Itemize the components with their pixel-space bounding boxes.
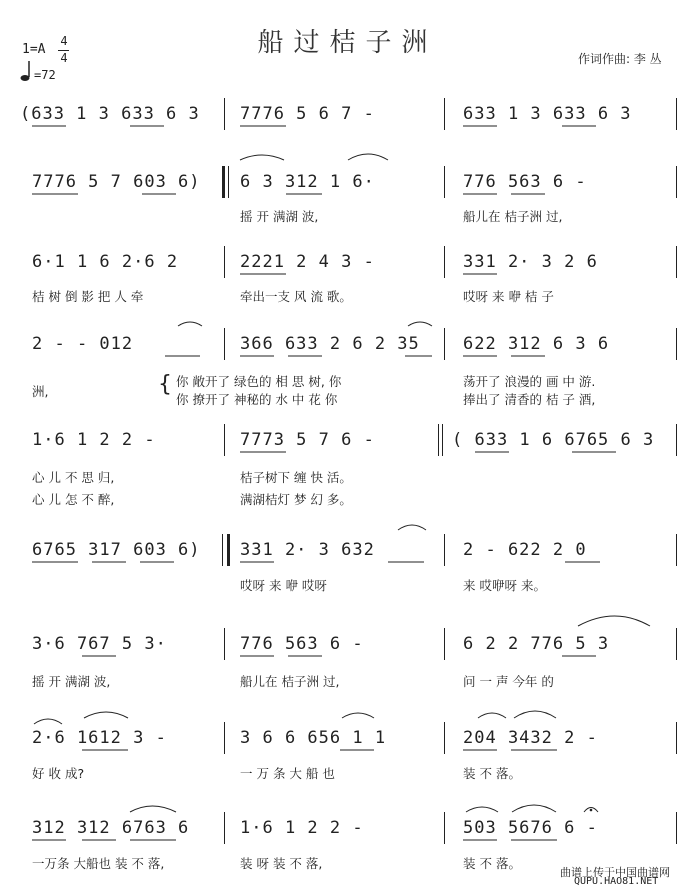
bar-line [676,328,677,360]
measure-group: 633 1 3 633 6 3 [463,104,632,124]
tempo-marking: =72 [34,68,56,82]
lyric-line: 装 呀 装 不 落, [240,856,323,871]
bar-line [676,166,677,198]
bar-line [224,246,225,278]
measure-group: 6 2 2 776 5 3 [463,634,610,654]
lyric-line: 荡开了 浪漫的 画 中 游. [463,374,596,389]
lyric-line: 摇 开 满湖 波, [32,674,111,689]
lyric-line: 满湖桔灯 梦 幻 多。 [240,492,352,507]
time-signature-top: 4 [60,34,68,48]
bar-line [224,628,225,660]
measure-group: 7773 5 7 6 - [240,430,375,450]
bar-line [224,812,225,844]
lyric-line: 洲, [32,384,49,399]
watermark-line1: 曲谱上传于中国曲谱网 [560,866,670,879]
bar-line [224,328,225,360]
lyric-line: 一 万 条 大 船 也 [240,766,335,781]
time-signature-bottom: 4 [60,51,68,65]
bar-line [444,246,445,278]
measure-group: 2 - - 012 [32,334,134,354]
bar-line [228,166,229,198]
bar-line [438,424,439,456]
bar-line [676,812,677,844]
lyric-line: 你 敞开了 绿色的 相 思 树, 你 [176,374,342,389]
lyric-line: 牵出一支 风 流 歌。 [240,289,352,304]
lyric-line: 你 撩开了 神秘的 水 中 花 你 [176,392,338,407]
bar-line [676,534,677,566]
bar-line [676,246,677,278]
measure-group: 6 3 312 1 6· [240,172,375,192]
bar-line [224,98,225,130]
watermark-line2: QUPU.HAO81.NET [574,876,659,887]
bar-line [676,722,677,754]
score-title: 船过桔子洲 [257,28,438,58]
measure-group: 2·6 1612 3 - [32,728,167,748]
lyric-line: 船儿在 桔子洲 过, [240,674,340,689]
measure-group: 1·6 1 2 2 - [32,430,156,450]
measure-group: 2221 2 4 3 - [240,252,375,272]
lyric-line: 心 儿 怎 不 醉, [32,492,115,507]
measure-group: 331 2· 3 2 6 [463,252,598,272]
credit-line: 作词作曲: 李 丛 [578,52,662,66]
bar-line [676,628,677,660]
measure-group: 331 2· 3 632 [240,540,375,560]
bar-line [222,534,223,566]
bar-line [224,424,225,456]
lyric-line: 装 不 落。 [463,766,521,781]
lyric-line: 一万条 大船也 装 不 落, [32,856,165,871]
measure-group: 6765 317 603 6) [32,540,201,560]
bar-line [444,628,445,660]
lyric-line: 哎呀 来 咿 桔 子 [463,289,554,304]
measure-group: 312 312 6763 6 [32,818,190,838]
measure-group: 776 563 6 - [240,634,364,654]
measure-group: 204 3432 2 - [463,728,598,748]
bar-line [444,328,445,360]
bar-line [444,98,445,130]
bar-line [442,424,443,456]
repeat-bar-line [222,166,225,198]
bar-line [444,812,445,844]
measure-group: 3·6 767 5 3· [32,634,167,654]
measure-group: 1·6 1 2 2 - [240,818,364,838]
measure-group: 2 - 622 2 0 [463,540,587,560]
lyric-line: 捧出了 清香的 桔 子 酒, [463,392,596,407]
measure-group: 3 6 6 656 1 1 [240,728,387,748]
measure-group: 6·1 1 6 2·6 2 [32,252,179,272]
measure-group: 7776 5 6 7 - [240,104,375,124]
lyric-line: 装 不 落。 [463,856,521,871]
lyric-line: 桔子树下 缠 快 活。 [240,470,352,485]
lyric-line: 桔 树 倒 影 把 人 牵 [32,289,144,304]
measure-group: (633 1 3 633 6 3 [20,104,200,124]
repeat-bar-line [227,534,230,566]
quarter-note-icon [18,60,32,82]
lyric-line: 好 收 成? [32,766,85,781]
lyric-line: 心 儿 不 思 归, [32,470,115,485]
bar-line [444,166,445,198]
lyric-line: 问 一 声 今年 的 [463,674,554,689]
measure-group: 7776 5 7 603 6) [32,172,201,192]
bar-line [444,722,445,754]
lyric-line: 来 哎咿呀 来。 [463,578,546,593]
lyric-line: 船儿在 桔子洲 过, [463,209,563,224]
bar-line [224,722,225,754]
bar-line [444,534,445,566]
bar-line [676,424,677,456]
measure-group: 503 5676 6 - [463,818,598,838]
brace-icon: { [158,372,172,397]
lyric-line: 哎呀 来 咿 哎呀 [240,578,327,593]
measure-group: 366 633 2 6 2 35 [240,334,420,354]
lyric-line: 摇 开 满湖 波, [240,209,319,224]
measure-group: 622 312 6 3 6 [463,334,610,354]
measure-group: 776 563 6 - [463,172,587,192]
bar-line [676,98,677,130]
key-signature: 1=A [22,42,46,57]
measure-group: ( 633 1 6 6765 6 3 [452,430,655,450]
